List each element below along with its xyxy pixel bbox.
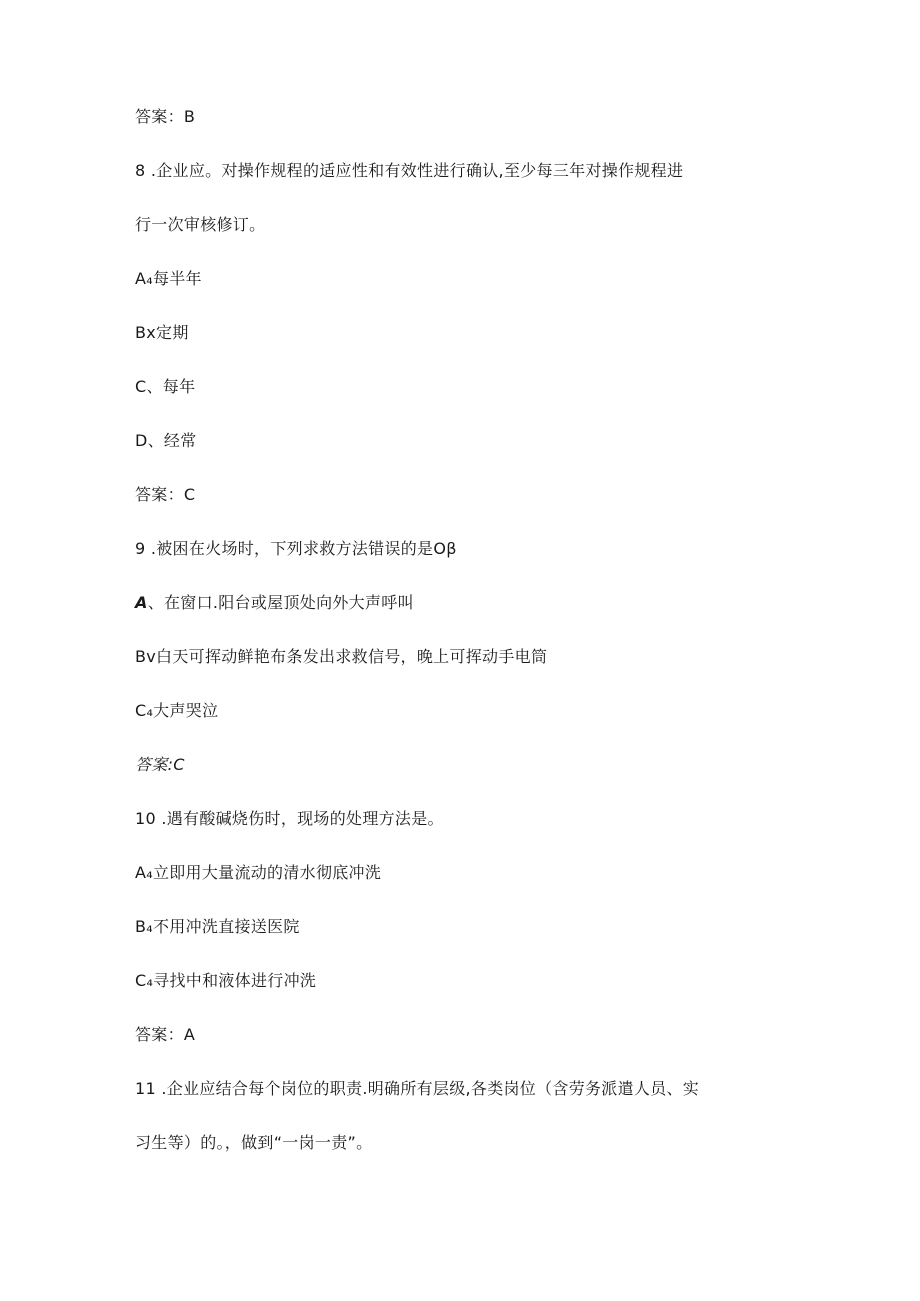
answer-line: 答案:C bbox=[135, 755, 185, 774]
answer-line: 答案：B bbox=[135, 107, 196, 126]
option-b: Bx定期 bbox=[135, 323, 189, 342]
option-a: A₄立即用大量流动的清水彻底冲洗 bbox=[135, 863, 382, 882]
option-b: B₄不用冲洗直接送医院 bbox=[135, 917, 300, 936]
option-c: C₄大声哭泣 bbox=[135, 701, 219, 720]
question-11-text-continued: 习生等）的。，做到“一岗一责”。 bbox=[135, 1133, 373, 1152]
question-10-text: 10 .遇有酸碱烧伤时，现场的处理方法是。 bbox=[135, 809, 444, 828]
question-9-text: 9 .被困在火场时，下列求救方法错误的是Oβ bbox=[135, 539, 457, 558]
option-a-letter: A bbox=[135, 593, 148, 612]
option-c: C、每年 bbox=[135, 377, 196, 396]
answer-line: 答案：C bbox=[135, 485, 196, 504]
answer-line: 答案：A bbox=[135, 1025, 196, 1044]
question-11-text: 11 .企业应结合每个岗位的职责.明确所有层级,各类岗位（含劳务派遣人员、实 bbox=[135, 1079, 700, 1098]
option-b: Bv白天可挥动鲜艳布条发出求救信号，晚上可挥动手电筒 bbox=[135, 647, 548, 666]
option-d: D、经常 bbox=[135, 431, 197, 450]
option-a: A₄每半年 bbox=[135, 269, 202, 288]
option-c: C₄寻找中和液体进行冲洗 bbox=[135, 971, 317, 990]
question-8-text-continued: 行一次审核修订。 bbox=[135, 215, 266, 234]
option-a bbox=[135, 593, 414, 613]
option-a-text: 、在窗口.阳台或屋顶处向外大声呼叫 bbox=[147, 593, 414, 612]
question-8-text: 8 .企业应。对操作规程的适应性和有效性进行确认,至少每三年对操作规程进 bbox=[135, 161, 684, 180]
